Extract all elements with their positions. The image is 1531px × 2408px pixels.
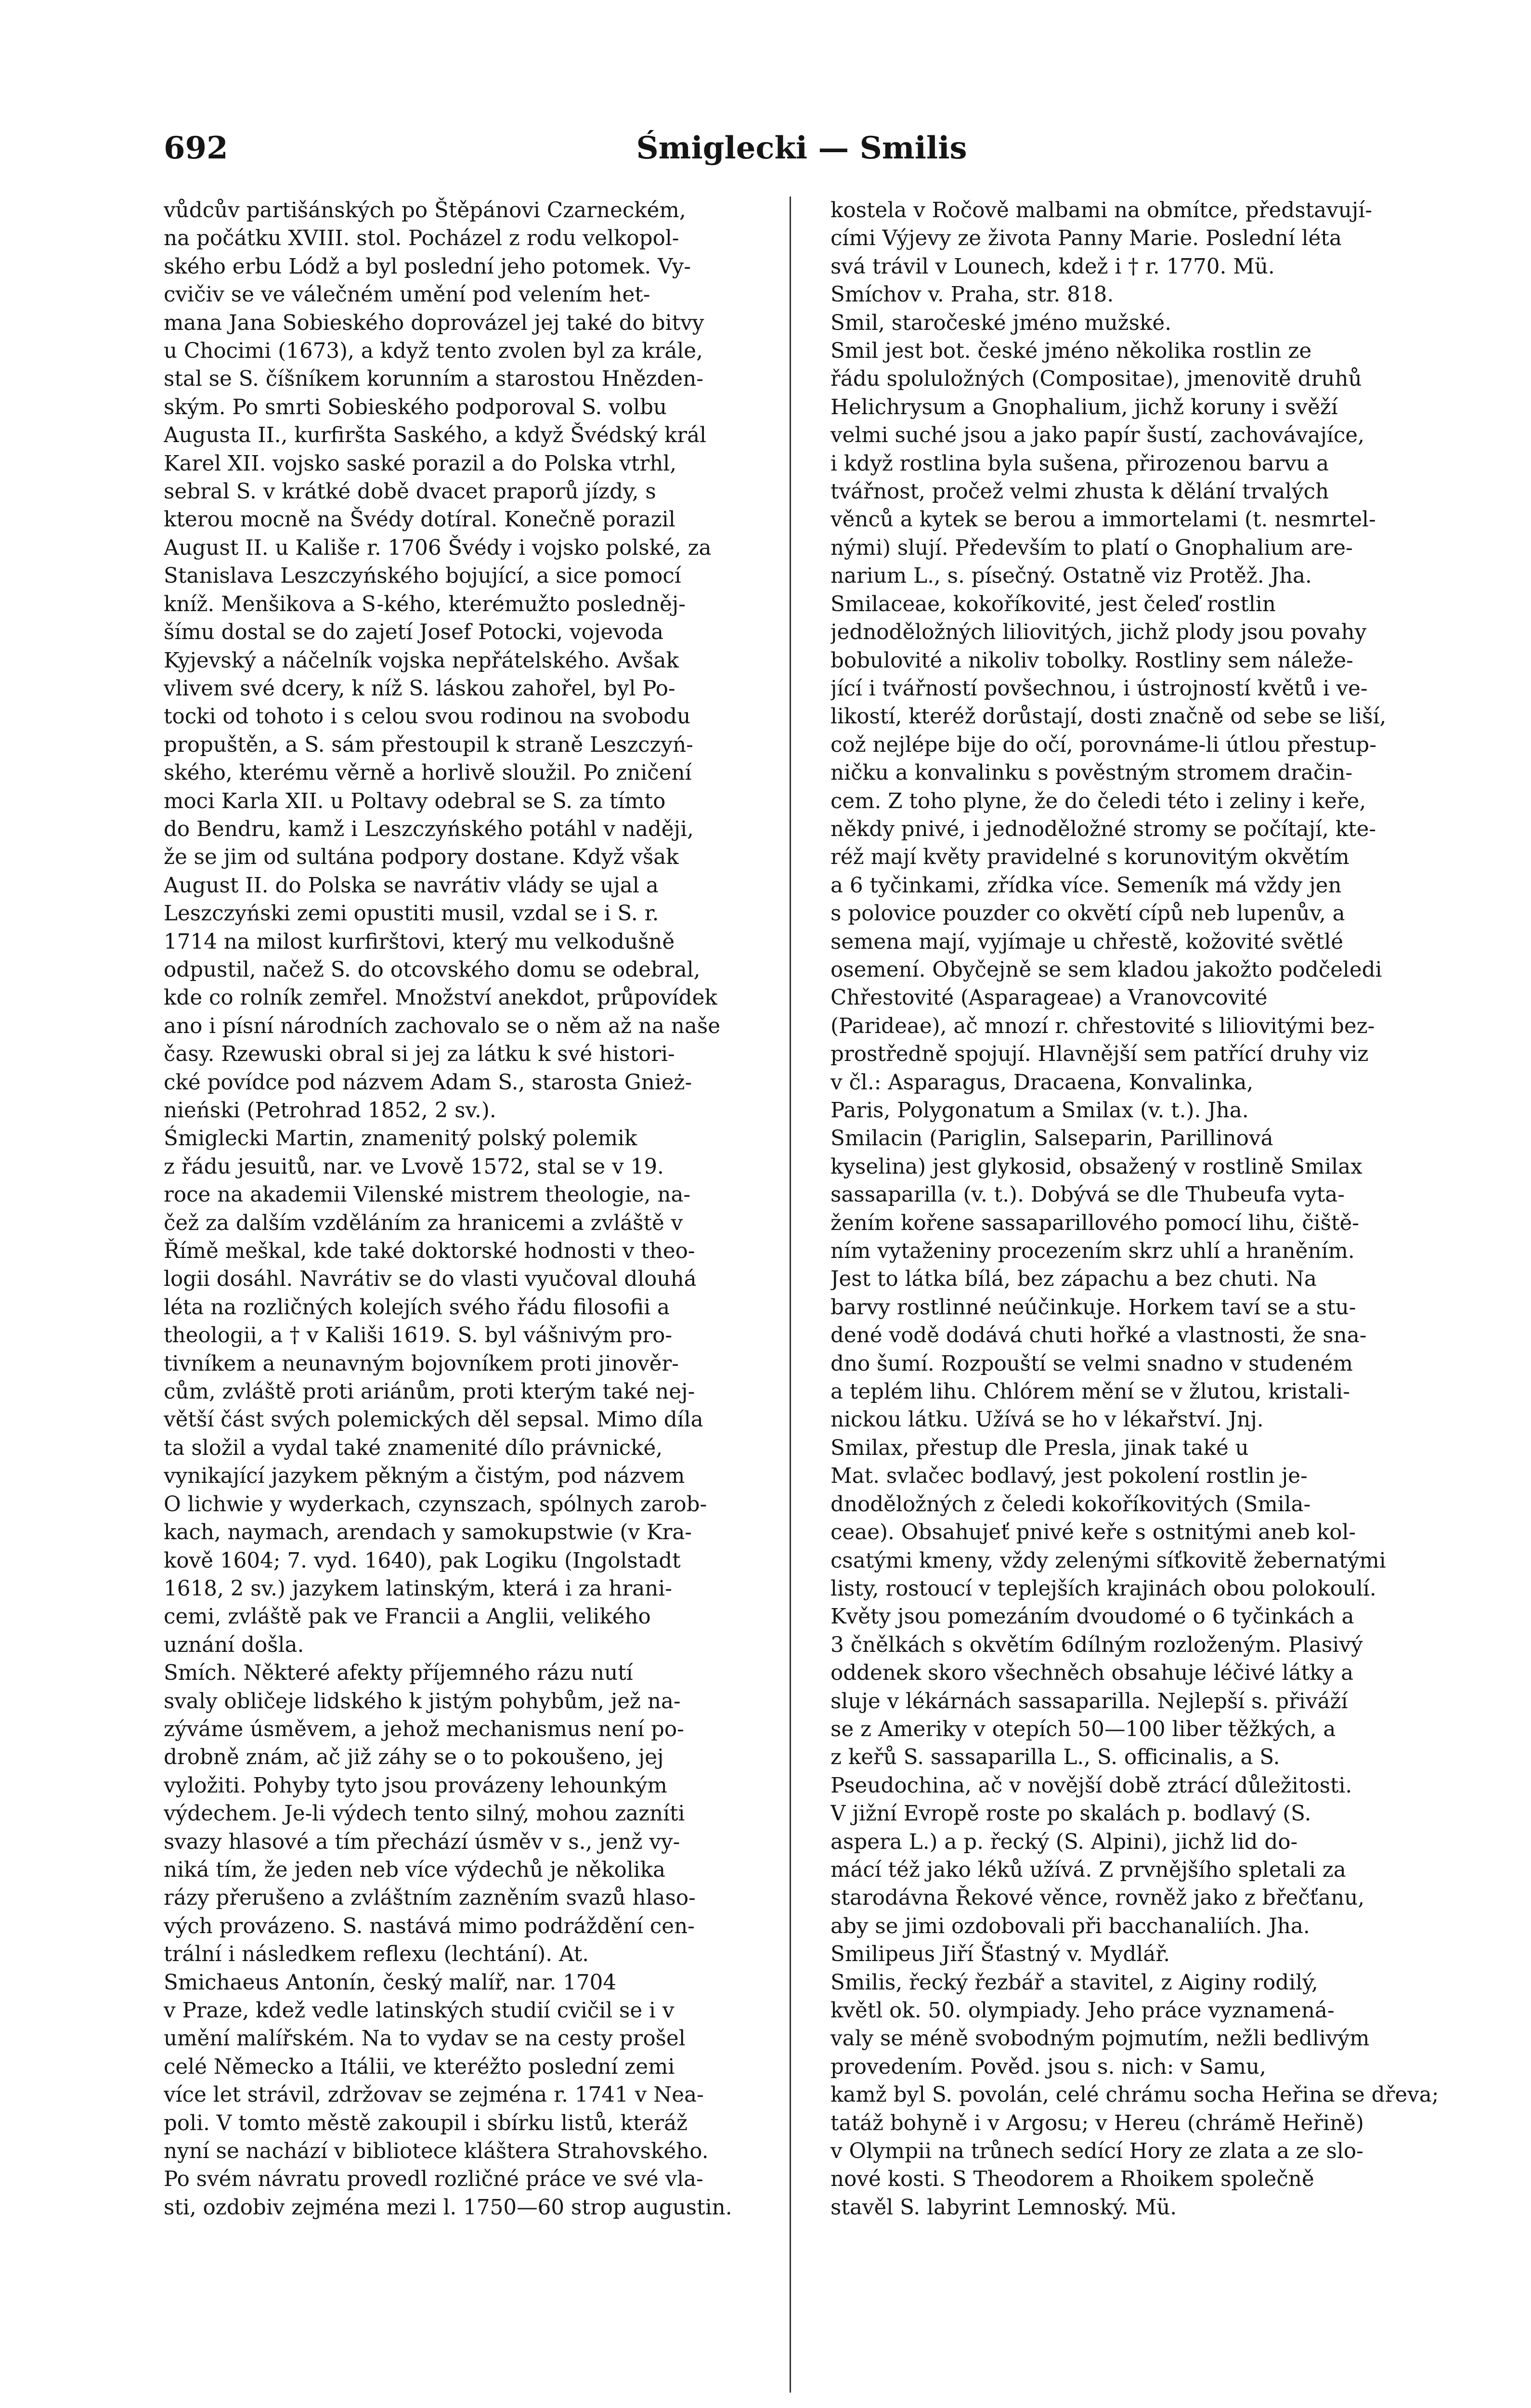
text-line: Po svém návratu provedl rozličné práce ve své vla- bbox=[164, 2167, 703, 2192]
text-line: svazy hlasové a tím přechází úsměv v s., jenž vy- bbox=[164, 1830, 680, 1854]
text-line: tocki od tohoto i s celou svou rodinou na svobodu bbox=[164, 705, 691, 729]
text-line: theologii, a † v Kališi 1619. S. byl vášnivým pro- bbox=[164, 1323, 673, 1348]
text-line: sluje v lékárnách sassaparilla. Nejlepší s. přiváží bbox=[830, 1689, 1348, 1714]
text-line: poli. V tomto městě zakoupil i sbírku listů, kteráž bbox=[164, 2111, 688, 2135]
text-line: ta složil a vydal také znamenité dílo právnické, bbox=[164, 1436, 663, 1460]
text-line: réž mají květy pravidelné s korunovitým okvětím bbox=[830, 845, 1349, 870]
text-line: do Bendru, kamž i Leszczyńského potáhl v naději, bbox=[164, 817, 694, 841]
text-line: nové kosti. S Theodorem a Rhoikem společně bbox=[830, 2167, 1314, 2192]
page-number: 692 bbox=[164, 130, 228, 166]
text-line: provedením. Pověd. jsou s. nich: v Samu, bbox=[830, 2055, 1266, 2079]
text-line: Smilis, řecký řezbář a stavitel, z Aiginy rodilý, bbox=[830, 1970, 1318, 1995]
text-line: valy se méně svobodným pojmutím, nežli bedlivým bbox=[830, 2027, 1370, 2051]
text-line: kníž. Menšikova a S-kého, kterémužto posledněj- bbox=[164, 592, 686, 616]
text-line: aspera L.) a p. řecký (S. Alpini), jichž lid do- bbox=[830, 1830, 1298, 1854]
text-line: stavěl S. labyrint Lemnoský. Mü. bbox=[830, 2195, 1177, 2220]
text-line: vlivem své dcery, k níž S. láskou zahořel, byl Po- bbox=[164, 676, 675, 701]
text-line: umění malířském. Na to vydav se na cesty prošel bbox=[164, 2027, 686, 2051]
text-line: V jižní Evropě roste po skalách p. bodlavý (S. bbox=[830, 1802, 1311, 1826]
text-line: nickou látku. Užívá se ho v lékařství. Jnj. bbox=[830, 1408, 1264, 1432]
text-line: vůdcův partišánských po Štěpánovi Czarneckém, bbox=[164, 198, 686, 222]
text-line: tvářnost, pročež velmi zhusta k dělání trvalých bbox=[830, 480, 1329, 504]
text-line: nieński (Petrohrad 1852, 2 sv.). bbox=[164, 1099, 496, 1123]
running-head: Śmiglecki — Smilis bbox=[636, 130, 967, 166]
text-line: cími Výjevy ze života Panny Marie. Poslední léta bbox=[830, 226, 1342, 251]
text-line: August II. do Polska se navrátiv vlády se ujal a bbox=[164, 873, 659, 898]
text-line: dnoděložných z čeledi kokoříkovitých (Smila- bbox=[830, 1492, 1311, 1517]
text-line: aby se jimi ozdobovali při bacchanaliích. Jha. bbox=[830, 1914, 1310, 1938]
text-line: kde co rolník zemřel. Množství anekdot, průpovídek bbox=[164, 986, 717, 1010]
text-line: tatáž bohyně i v Argosu; v Hereu (chrámě Heřině) bbox=[830, 2111, 1364, 2135]
text-line: Leszczyński zemi opustiti musil, vzdal se i S. r. bbox=[164, 902, 659, 926]
text-line: moci Karla XII. u Poltavy odebral se S. za tímto bbox=[164, 789, 666, 813]
text-line: Květy jsou pomezáním dvoudomé o 6 tyčinkách a bbox=[830, 1605, 1354, 1629]
text-line: Smilax, přestup dle Presla, jinak také u bbox=[830, 1436, 1249, 1460]
text-line: Mat. svlačec bodlavý, jest pokolení rostlin je- bbox=[830, 1464, 1308, 1489]
text-line: s polovice pouzder co okvětí cípů neb lupenův, a bbox=[830, 902, 1345, 926]
text-line: větší část svých polemických děl sepsal. Mimo díla bbox=[164, 1408, 703, 1432]
text-line: někdy pnivé, i jednoděložné stromy se počítají, kte- bbox=[830, 817, 1376, 841]
text-line: ským. Po smrti Sobieského podporoval S. volbu bbox=[164, 395, 667, 419]
text-line: jednoděložných liliovitých, jichž plody jsou povahy bbox=[830, 620, 1367, 645]
text-line: tivníkem a neunavným bojovníkem proti jinověr- bbox=[164, 1351, 679, 1376]
text-line: výdechem. Je-li výdech tento silný, mohou zazníti bbox=[164, 1802, 685, 1826]
text-line: vyložiti. Pohyby tyto jsou provázeny lehounkým bbox=[164, 1773, 667, 1798]
text-line: likostí, kteréž dorůstají, dosti značně od sebe se liší, bbox=[830, 705, 1387, 729]
text-line: čež za dalším vzděláním za hranicemi a zvláště v bbox=[164, 1211, 683, 1235]
text-line: což nejlépe bije do očí, porovnáme-li útlou přestup- bbox=[830, 733, 1376, 757]
text-line: August II. u Kališe r. 1706 Švédy i vojsko polské, za bbox=[164, 536, 712, 560]
text-line: i když rostlina byla sušena, přirozenou barvu a bbox=[830, 451, 1329, 476]
text-line: svaly obličeje lidského k jistým pohybům, jež na- bbox=[164, 1689, 681, 1714]
text-line: Smil, staročeské jméno mužské. bbox=[830, 311, 1172, 335]
text-line: v čl.: Asparagus, Dracaena, Konvalinka, bbox=[830, 1070, 1254, 1095]
text-line: z keřů S. sassaparilla L., S. officinalis, a S. bbox=[830, 1745, 1280, 1770]
text-line: O lichwie y wyderkach, czynszach, spólnych zarob- bbox=[164, 1492, 707, 1517]
text-line: květl ok. 50. olympiady. Jeho práce vyznamená- bbox=[830, 1999, 1335, 2023]
text-line: šímu dostal se do zajetí Josef Potocki, vojevoda bbox=[164, 620, 663, 645]
text-line: a 6 tyčinkami, zřídka více. Semeník má vždy jen bbox=[830, 873, 1342, 898]
text-line: Smilacin (Pariglin, Salseparin, Parillinová bbox=[830, 1126, 1273, 1151]
text-line: kostela v Ročově malbami na obmítce, představují- bbox=[830, 198, 1372, 222]
text-line: 3 čnělkách s okvětím 6dílným rozloženým. Plasivý bbox=[830, 1633, 1363, 1657]
text-line: odpustil, načež S. do otcovského domu se odebral, bbox=[164, 957, 701, 982]
text-line: mácí též jako léků užívá. Z prvnějšího spletali za bbox=[830, 1858, 1346, 1882]
text-line: oddenek skoro všechněch obsahuje léčivé látky a bbox=[830, 1661, 1354, 1686]
text-line: Smichaeus Antonín, český malíř, nar. 1704 bbox=[164, 1970, 617, 1995]
text-line: u Chocimi (1673), a když tento zvolen byl za krále, bbox=[164, 339, 703, 364]
text-line: že se jim od sultána podpory dostane. Když však bbox=[164, 845, 679, 870]
text-line: sebral S. v krátké době dvacet praporů jízdy, s bbox=[164, 480, 656, 504]
text-line: dené vodě dodává chuti hořké a vlastnosti, že sna- bbox=[830, 1323, 1367, 1348]
text-line: 1618, 2 sv.) jazykem latinským, která i za hrani- bbox=[164, 1576, 672, 1601]
text-line: listy, rostoucí v teplejších krajinách obou polokoulí. bbox=[830, 1576, 1376, 1601]
text-line: logii dosáhl. Navrátiv se do vlasti vyučoval dlouhá bbox=[164, 1267, 697, 1292]
text-line: Pseudochina, ač v novější době ztrácí důležitosti. bbox=[830, 1773, 1352, 1798]
text-line: Chřestovité (Asparageae) a Vranovcovité bbox=[830, 986, 1268, 1010]
text-line: uznání došla. bbox=[164, 1633, 304, 1657]
text-line: starodávna Řekové věnce, rovněž jako z břečťanu, bbox=[830, 1886, 1365, 1911]
text-line: niká tím, že jeden neb více výdechů je několika bbox=[164, 1858, 666, 1882]
left-column bbox=[164, 196, 773, 2393]
text-line: ceae). Obsahujeť pnivé keře s ostnitými aneb kol- bbox=[830, 1520, 1356, 1545]
text-line: (Parideae), ač mnozí r. chřestovité s liliovitými bez- bbox=[830, 1014, 1375, 1038]
text-line: ničku a konvalinku s pověstným stromem dračin- bbox=[830, 761, 1353, 785]
text-line: v Praze, kdež vedle latinských studií cvičil se i v bbox=[164, 1999, 675, 2023]
text-line: celé Německo a Itálii, ve kteréžto poslední zemi bbox=[164, 2055, 675, 2079]
text-line: cem. Z toho plyne, že do čeledi této i zeliny i keře, bbox=[830, 789, 1366, 813]
text-line: mana Jana Sobieského doprovázel jej také do bitvy bbox=[164, 311, 704, 335]
text-line: dno šumí. Rozpouští se velmi snadno v studeném bbox=[830, 1351, 1353, 1376]
text-line: ského erbu Lódž a byl poslední jeho potomek. Vy- bbox=[164, 254, 691, 279]
text-line: Helichrysum a Gnophalium, jichž koruny i svěží bbox=[830, 395, 1338, 419]
text-line: kamž byl S. povolán, celé chrámu socha Heřina se dřeva; bbox=[830, 2083, 1439, 2107]
text-line: kterou mocně na Švédy dotíral. Konečně porazil bbox=[164, 508, 675, 532]
text-line: ano i písní národních zachovalo se o něm až na naše bbox=[164, 1014, 721, 1038]
column-divider bbox=[790, 196, 791, 2393]
text-line: propuštěn, a S. sám přestoupil k straně Leszczyń- bbox=[164, 733, 693, 757]
text-line: barvy rostlinné neúčinkuje. Horkem taví se a stu- bbox=[830, 1295, 1356, 1320]
text-line: Śmiglecki Martin, znamenitý polský polemik bbox=[164, 1126, 637, 1151]
text-line: 1714 na milost kurfirštovi, který mu velkodušně bbox=[164, 929, 675, 954]
text-line: Paris, Polygonatum a Smilax (v. t.). Jha. bbox=[830, 1099, 1249, 1123]
text-line: kově 1604; 7. vyd. 1640), pak Logiku (Ingolstadt bbox=[164, 1548, 681, 1573]
text-line: zýváme úsměvem, a jehož mechanismus není po- bbox=[164, 1717, 684, 1741]
text-line: bobulovité a nikoliv tobolky. Rostliny sem náleže- bbox=[830, 648, 1353, 673]
text-line: léta na rozličných kolejích svého řádu filosofii a bbox=[164, 1295, 670, 1320]
text-line: v Olympii na trůnech sedící Hory ze zlata a ze slo- bbox=[830, 2139, 1363, 2164]
text-line: na počátku XVIII. stol. Pocházel z rodu velkopol- bbox=[164, 226, 679, 251]
text-line: csatými kmeny, vždy zelenými síťkovitě žebernatými bbox=[830, 1548, 1386, 1573]
text-line: vynikající jazykem pěkným a čistým, pod názvem bbox=[164, 1464, 685, 1489]
text-line: cemi, zvláště pak ve Francii a Anglii, velikého bbox=[164, 1605, 651, 1629]
text-line: Římě meškal, kde také doktorské hodnosti v theo- bbox=[164, 1239, 695, 1264]
text-line: kach, naymach, arendach y samokupstwie (v Kra- bbox=[164, 1520, 692, 1545]
text-line: Smil jest bot. české jméno několika rostlin ze bbox=[830, 339, 1312, 364]
text-line: Stanislava Leszczyńského bojující, a sice pomocí bbox=[164, 564, 681, 589]
text-line: trální i následkem reflexu (lechtání). At. bbox=[164, 1942, 589, 1967]
text-line: drobně znám, ač již záhy se o to pokoušeno, jej bbox=[164, 1745, 664, 1770]
text-line: jící i tvářností povšechnou, i ústrojností květů i ve- bbox=[830, 676, 1368, 701]
text-line: nyní se nachází v bibliotece kláštera Strahovského. bbox=[164, 2139, 709, 2164]
text-line: Smíchov v. Praha, str. 818. bbox=[830, 283, 1114, 307]
text-line: prostředně spojují. Hlavnější sem patřící druhy viz bbox=[830, 1042, 1369, 1067]
text-line: sassaparilla (v. t.). Dobývá se dle Thubeufa vyta- bbox=[830, 1183, 1345, 1207]
text-line: narium L., s. písečný. Ostatně viz Protěž. Jha. bbox=[830, 564, 1312, 589]
text-line: cké povídce pod názvem Adam S., starosta Gnież- bbox=[164, 1070, 692, 1095]
text-line: a teplém lihu. Chlórem mění se v žlutou, kristali- bbox=[830, 1380, 1350, 1404]
text-line: Kyjevský a náčelník vojska nepřátelského. Avšak bbox=[164, 648, 679, 673]
text-line: kyselina) jest glykosid, obsažený v rostlině Smilax bbox=[830, 1154, 1362, 1179]
text-line: ním vytaženiny procezením skrz uhlí a hraněním. bbox=[830, 1239, 1355, 1264]
text-line: Karel XII. vojsko saské porazil a do Polska vtrhl, bbox=[164, 451, 677, 476]
text-columns bbox=[164, 196, 1440, 2393]
text-line: Smích. Některé afekty příjemného rázu nutí bbox=[164, 1661, 633, 1686]
text-line: Jest to látka bílá, bez zápachu a bez chuti. Na bbox=[830, 1267, 1317, 1292]
text-line: osemení. Obyčejně se sem kladou jakožto podčeledi bbox=[830, 957, 1382, 982]
text-line: sti, ozdobiv zejména mezi l. 1750—60 strop augustin. bbox=[164, 2195, 732, 2220]
text-line: se z Ameriky v otepích 50—100 liber těžkých, a bbox=[830, 1717, 1336, 1741]
text-line: věnců a kytek se berou a immortelami (t. nesmrtel- bbox=[830, 508, 1376, 532]
text-line: časy. Rzewuski obral si jej za látku k své histori- bbox=[164, 1042, 675, 1067]
page-header bbox=[164, 120, 1440, 173]
text-line: řádu spoluložných (Compositae), jmenovitě druhů bbox=[830, 367, 1362, 392]
text-line: stal se S. číšníkem korunním a starostou Hnězden- bbox=[164, 367, 704, 392]
text-line: cům, zvláště proti ariánům, proti kterým také nej- bbox=[164, 1380, 695, 1404]
text-line: velmi suché jsou a jako papír šustí, zachovávajíce, bbox=[830, 423, 1364, 448]
text-line: svá trávil v Lounech, kdež i † r. 1770. Mü. bbox=[830, 254, 1275, 279]
text-line: Augusta II., kurfiršta Saského, a když Švédský král bbox=[164, 423, 707, 448]
text-line: ského, kterému věrně a horlivě sloužil. Po zničení bbox=[164, 761, 692, 785]
text-line: více let strávil, zdržovav se zejména r. 1741 v Nea- bbox=[164, 2083, 704, 2107]
text-line: nými) slují. Především to platí o Gnophalium are- bbox=[830, 536, 1353, 560]
text-line: cvičiv se ve válečném umění pod velením het- bbox=[164, 283, 650, 307]
text-line: Smilipeus Jiří Šťastný v. Mydlář. bbox=[830, 1942, 1170, 1967]
text-line: rázy přerušeno a zvláštním zazněním svazů hlaso- bbox=[164, 1886, 696, 1911]
text-line: semena mají, vyjímaje u chřestě, kožovité světlé bbox=[830, 929, 1344, 954]
right-column bbox=[830, 196, 1440, 2393]
text-line: vých provázeno. S. nastává mimo podráždění cen- bbox=[164, 1914, 695, 1938]
text-line: žením kořene sassaparillového pomocí lihu, čiště- bbox=[830, 1211, 1359, 1235]
text-line: roce na akademii Vilenské mistrem theologie, na- bbox=[164, 1183, 691, 1207]
text-line: z řádu jesuitů, nar. ve Lvově 1572, stal se v 19. bbox=[164, 1154, 664, 1179]
text-line: Smilaceae, kokoříkovité, jest čeleď rostlin bbox=[830, 592, 1276, 616]
